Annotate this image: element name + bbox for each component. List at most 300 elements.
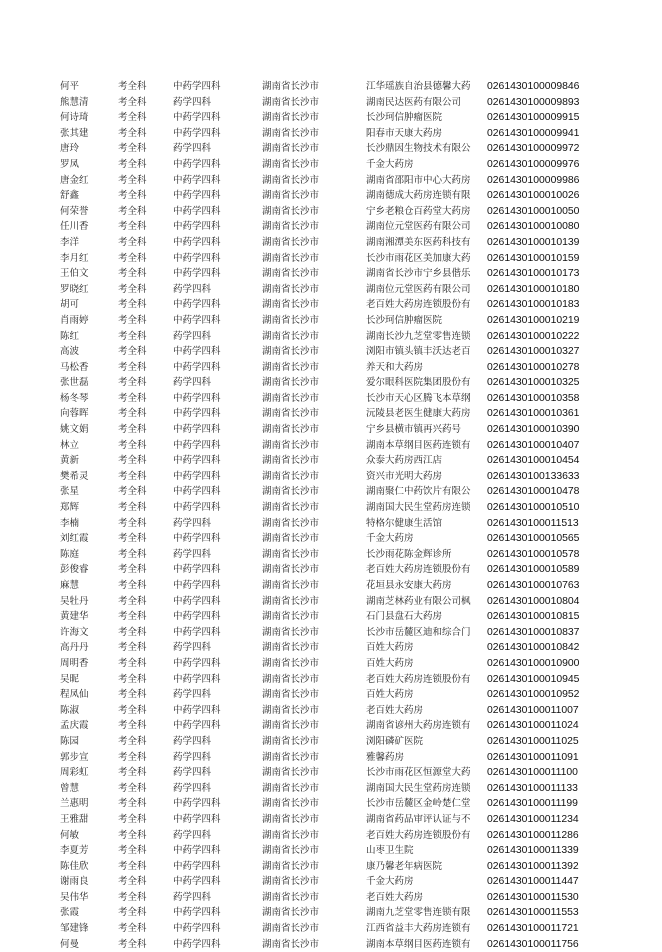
employer-cell: 湖南省长沙市宁乡县偕乐 [366,268,471,280]
id-number-cell: 0261430100010565 [487,533,580,545]
exam-type-cell: 考全科 [118,158,147,170]
table-row [60,391,590,407]
region-cell: 湖南省长沙市 [262,813,320,825]
subject-cell: 中药学四科 [173,205,221,217]
exam-type-cell: 考全科 [118,829,147,841]
subject-cell: 中药学四科 [173,174,221,186]
exam-type-cell: 考全科 [118,782,147,794]
subject-cell: 中药学四科 [173,502,221,514]
name-cell: 何曼 [60,938,80,950]
region-cell: 湖南省长沙市 [262,502,320,514]
id-number-cell: 0261430100010183 [487,299,580,311]
table-row [60,157,590,173]
id-number-cell: 0261430100010159 [487,252,580,264]
id-number-cell: 0261430100010578 [487,548,580,560]
subject-cell: 中药学四科 [173,346,221,358]
employer-cell: 百姓大药房 [366,689,414,701]
subject-cell: 中药学四科 [173,595,221,607]
employer-cell: 长沙鼎因生物技术有限公 [366,143,471,155]
name-cell: 陈淑 [60,704,80,716]
table-row [60,235,590,251]
employer-cell: 湖南省邵阳市中心大药房 [366,174,471,186]
exam-type-cell: 考全科 [118,486,147,498]
employer-cell: 沅陵县老医生健康大药房 [366,408,471,420]
id-number-cell: 0261430100011199 [487,798,578,810]
employer-cell: 浏阳市镇头镇丰沃达老百 [366,346,471,358]
exam-type-cell: 考全科 [118,580,147,591]
region-cell: 湖南省长沙市 [262,845,320,857]
id-number-cell: 0261430100010390 [487,424,580,436]
subject-cell: 药学四科 [173,330,212,342]
exam-type-cell: 考全科 [118,704,147,716]
id-number-cell: 0261430100011513 [487,517,579,529]
region-cell: 湖南省长沙市 [262,891,320,903]
region-cell: 湖南省长沙市 [262,673,320,685]
name-cell: 马松香 [60,361,89,373]
table-row [60,547,590,563]
exam-type-cell: 考全科 [118,502,147,514]
exam-type-cell: 考全科 [118,283,147,295]
employer-cell: 长沙市岳麓区金岭楚仁堂 [366,798,471,810]
exam-type-cell: 考全科 [118,564,147,576]
table-row [60,453,590,469]
region-cell: 湖南省长沙市 [262,704,320,716]
subject-cell: 中药学四科 [173,314,221,326]
region-cell: 湖南省长沙市 [262,611,320,623]
table-row [60,625,590,641]
name-cell: 兰惠明 [60,798,89,810]
table-row [60,937,590,952]
subject-cell: 药学四科 [173,143,212,155]
employer-cell: 湖南民达医药有限公司 [366,96,462,108]
table-row [60,594,590,610]
table-row [60,750,590,766]
region-cell: 湖南省长沙市 [262,938,320,950]
region-cell: 湖南省长沙市 [262,221,320,233]
exam-type-cell: 考全科 [118,127,147,139]
region-cell: 湖南省长沙市 [262,548,320,560]
region-cell: 湖南省长沙市 [262,580,320,591]
name-cell: 陈佳欣 [60,860,89,872]
employer-cell: 老百姓大药房 [366,891,424,903]
table-row [60,297,590,313]
table-row [60,687,590,703]
region-cell: 湖南省长沙市 [262,720,320,732]
region-cell: 湖南省长沙市 [262,392,320,404]
exam-type-cell: 考全科 [118,907,147,919]
name-cell: 唐玲 [60,143,80,155]
region-cell: 湖南省长沙市 [262,190,320,202]
subject-cell: 药学四科 [173,735,212,747]
subject-cell: 中药学四科 [173,408,221,420]
subject-cell: 药学四科 [173,751,212,763]
region-cell: 湖南省长沙市 [262,439,320,451]
id-number-cell: 0261430100011339 [487,845,579,857]
id-number-cell: 0261430100010589 [487,564,580,576]
id-number-cell: 0261430100011100 [487,767,578,779]
employer-cell: 湖南本草纲目医药连锁有 [366,938,471,950]
subject-cell: 药学四科 [173,96,212,108]
id-number-cell: 0261430100009846 [487,81,580,92]
exam-type-cell: 考全科 [118,190,147,202]
name-cell: 陈园 [60,735,80,747]
subject-cell: 药学四科 [173,283,212,295]
region-cell: 湖南省长沙市 [262,236,320,248]
name-cell: 程凤仙 [60,689,89,701]
region-cell: 湖南省长沙市 [262,689,320,701]
table-row [60,329,590,345]
region-cell: 湖南省长沙市 [262,424,320,436]
name-cell: 何诗琦 [60,112,89,124]
region-cell: 湖南省长沙市 [262,268,320,280]
id-number-cell: 0261430100011024 [487,720,579,732]
employer-cell: 湖南省谚州大药房连锁有 [366,720,471,732]
table-row [60,95,590,111]
region-cell: 湖南省长沙市 [262,377,320,389]
region-cell: 湖南省长沙市 [262,907,320,919]
name-cell: 向蓉晖 [60,408,89,420]
table-row [60,422,590,438]
region-cell: 湖南省长沙市 [262,158,320,170]
id-number-cell: 0261430100011530 [487,891,579,903]
region-cell: 湖南省长沙市 [262,798,320,810]
subject-cell: 中药学四科 [173,127,221,139]
region-cell: 湖南省长沙市 [262,626,320,638]
table-row [60,718,590,734]
subject-cell: 中药学四科 [173,486,221,498]
subject-cell: 中药学四科 [173,720,221,732]
table-row [60,703,590,719]
region-cell: 湖南省长沙市 [262,299,320,311]
subject-cell: 中药学四科 [173,533,221,545]
name-cell: 何敏 [60,829,80,841]
name-cell: 刘红霞 [60,533,89,545]
id-number-cell: 0261430100010180 [487,283,580,295]
subject-cell: 中药学四科 [173,81,221,92]
id-number-cell: 0261430100010278 [487,361,580,373]
id-number-cell: 0261430100010327 [487,346,580,358]
exam-type-cell: 考全科 [118,595,147,607]
exam-type-cell: 考全科 [118,455,147,467]
id-number-cell: 0261430100011392 [487,860,579,872]
table-row [60,204,590,220]
id-number-cell: 0261430100133633 [487,470,580,482]
employer-cell: 江西省益丰大药房连锁有 [366,923,471,935]
region-cell: 湖南省长沙市 [262,782,320,794]
table-row [60,531,590,547]
id-number-cell: 0261430100011133 [487,782,578,794]
employer-cell: 浏阳磷矿医院 [366,735,424,747]
name-cell: 陈红 [60,330,80,342]
name-cell: 熊慧清 [60,96,89,108]
name-cell: 李月红 [60,252,89,264]
subject-cell: 药学四科 [173,767,212,779]
name-cell: 黄新 [60,455,80,467]
id-number-cell: 0261430100010139 [487,236,580,248]
region-cell: 湖南省长沙市 [262,533,320,545]
table-row [60,79,590,95]
table-row [60,672,590,688]
name-cell: 郑辉 [60,502,80,514]
exam-type-cell: 考全科 [118,470,147,482]
subject-cell: 中药学四科 [173,190,221,202]
employer-cell: 众泰大药房西江店 [366,455,443,467]
exam-type-cell: 考全科 [118,392,147,404]
name-cell: 罗凤 [60,158,80,170]
region-cell: 湖南省长沙市 [262,283,320,295]
name-cell: 任川香 [60,221,89,233]
id-number-cell: 0261430100009893 [487,96,580,108]
region-cell: 湖南省长沙市 [262,735,320,747]
region-cell: 湖南省长沙市 [262,81,320,92]
subject-cell: 药学四科 [173,829,212,841]
id-number-cell: 0261430100011721 [487,923,579,935]
table-row [60,484,590,500]
exam-type-cell: 考全科 [118,845,147,857]
name-cell: 邹建锋 [60,923,89,935]
employer-cell: 湖南国大民生堂药房连锁 [366,502,471,514]
id-number-cell: 0261430100010080 [487,221,580,233]
subject-cell: 中药学四科 [173,424,221,436]
subject-cell: 中药学四科 [173,580,221,591]
region-cell: 湖南省长沙市 [262,205,320,217]
id-number-cell: 0261430100010804 [487,595,580,607]
table-row [60,516,590,532]
employer-cell: 长沙珂信肿瘤医院 [366,112,443,124]
table-row [60,921,590,937]
id-number-cell: 0261430100010026 [487,190,580,202]
name-cell: 周明香 [60,657,89,669]
table-row [60,188,590,204]
exam-type-cell: 考全科 [118,767,147,779]
region-cell: 湖南省长沙市 [262,96,320,108]
name-cell: 张霞 [60,907,80,919]
exam-type-cell: 考全科 [118,221,147,233]
name-cell: 胡可 [60,299,80,311]
employer-cell: 江华瑶族自治县德馨大药 [366,81,471,92]
id-number-cell: 0261430100010478 [487,486,580,498]
subject-cell: 中药学四科 [173,158,221,170]
id-number-cell: 0261430100011234 [487,813,579,825]
subject-cell: 中药学四科 [173,876,221,888]
subject-cell: 中药学四科 [173,798,221,810]
region-cell: 湖南省长沙市 [262,486,320,498]
subject-cell: 中药学四科 [173,236,221,248]
subject-cell: 中药学四科 [173,673,221,685]
exam-type-cell: 考全科 [118,751,147,763]
employer-cell: 百姓大药房 [366,642,414,654]
name-cell: 许海文 [60,626,89,638]
exam-type-cell: 考全科 [118,346,147,358]
id-number-cell: 0261430100009915 [487,112,580,124]
region-cell: 湖南省长沙市 [262,767,320,779]
id-number-cell: 0261430100010815 [487,611,580,623]
name-cell: 张世磊 [60,377,89,389]
employer-cell: 湖南位元堂医药有限公司 [366,283,471,295]
name-cell: 姚文娟 [60,424,89,436]
table-row [60,266,590,282]
employer-cell: 长沙雨花陈金辉诊所 [366,548,452,560]
name-cell: 周彩虹 [60,767,89,779]
exam-type-cell: 考全科 [118,860,147,872]
table-row [60,110,590,126]
employer-cell: 湖南芝林药业有限公司枫 [366,595,471,607]
region-cell: 湖南省长沙市 [262,564,320,576]
name-cell: 唐金红 [60,174,89,186]
subject-cell: 中药学四科 [173,611,221,623]
employer-cell: 千金大药房 [366,158,414,170]
region-cell: 湖南省长沙市 [262,252,320,264]
candidate-table [60,79,590,952]
exam-type-cell: 考全科 [118,626,147,638]
exam-type-cell: 考全科 [118,96,147,108]
name-cell: 林立 [60,439,80,451]
employer-cell: 长沙市岳麓区迪和综合门 [366,626,471,638]
exam-type-cell: 考全科 [118,174,147,186]
employer-cell: 湖南德成大药房连锁有限 [366,190,471,202]
table-row [60,734,590,750]
table-row [60,251,590,267]
employer-cell: 老百姓大药房连锁股份有 [366,564,471,576]
employer-cell: 湖南聚仁中药饮片有限公 [366,486,471,498]
id-number-cell: 0261430100011447 [487,876,579,888]
employer-cell: 湖南省药品审评认证与不 [366,813,471,825]
subject-cell: 中药学四科 [173,845,221,857]
employer-cell: 爱尔眼科医院集团股份有 [366,377,471,389]
name-cell: 吴昵 [60,673,80,685]
name-cell: 何荣誉 [60,205,89,217]
exam-type-cell: 考全科 [118,891,147,903]
exam-type-cell: 考全科 [118,81,147,92]
region-cell: 湖南省长沙市 [262,517,320,529]
region-cell: 湖南省长沙市 [262,923,320,935]
employer-cell: 老百姓大药房连锁股份有 [366,829,471,841]
exam-type-cell: 考全科 [118,642,147,654]
exam-type-cell: 考全科 [118,735,147,747]
employer-cell: 长沙市天心区腾飞本草纲 [366,392,471,404]
id-number-cell: 0261430100011025 [487,735,579,747]
exam-type-cell: 考全科 [118,517,147,529]
name-cell: 高丹丹 [60,642,89,654]
table-row [60,500,590,516]
subject-cell: 中药学四科 [173,252,221,264]
id-number-cell: 0261430100011756 [487,938,579,950]
name-cell: 李洋 [60,236,80,248]
region-cell: 湖南省长沙市 [262,314,320,326]
exam-type-cell: 考全科 [118,611,147,623]
exam-type-cell: 考全科 [118,314,147,326]
exam-type-cell: 考全科 [118,673,147,685]
employer-cell: 百姓大药房 [366,657,414,669]
id-number-cell: 0261430100010222 [487,330,580,342]
name-cell: 曾慧 [60,782,80,794]
subject-cell: 中药学四科 [173,938,221,950]
exam-type-cell: 考全科 [118,720,147,732]
id-number-cell: 0261430100009976 [487,158,580,170]
subject-cell: 中药学四科 [173,439,221,451]
subject-cell: 药学四科 [173,642,212,654]
table-row [60,843,590,859]
table-row [60,173,590,189]
table-row [60,781,590,797]
subject-cell: 中药学四科 [173,907,221,919]
table-row [60,828,590,844]
subject-cell: 中药学四科 [173,813,221,825]
id-number-cell: 0261430100010510 [487,502,580,514]
subject-cell: 中药学四科 [173,704,221,716]
exam-type-cell: 考全科 [118,143,147,155]
table-row [60,141,590,157]
id-number-cell: 0261430100010407 [487,439,580,451]
subject-cell: 中药学四科 [173,221,221,233]
employer-cell: 老百姓大药房连锁股份有 [366,299,471,311]
exam-type-cell: 考全科 [118,938,147,950]
employer-cell: 湖南长沙九芝堂零售连锁 [366,330,471,342]
region-cell: 湖南省长沙市 [262,143,320,155]
name-cell: 肖雨婷 [60,314,89,326]
id-number-cell: 0261430100011286 [487,829,579,841]
employer-cell: 湖南本草纲目医药连锁有 [366,439,471,451]
employer-cell: 湖南位元堂医药有限公司 [366,221,471,233]
subject-cell: 中药学四科 [173,470,221,482]
subject-cell: 中药学四科 [173,299,221,311]
table-row [60,313,590,329]
region-cell: 湖南省长沙市 [262,455,320,467]
table-row [60,905,590,921]
table-row [60,859,590,875]
exam-type-cell: 考全科 [118,361,147,373]
subject-cell: 中药学四科 [173,361,221,373]
id-number-cell: 0261430100010454 [487,455,580,467]
table-row [60,765,590,781]
name-cell: 彭俊睿 [60,564,89,576]
employer-cell: 花垣县永安康大药房 [366,580,452,591]
id-number-cell: 0261430100011007 [487,704,579,716]
subject-cell: 中药学四科 [173,657,221,669]
name-cell: 陈庭 [60,548,80,560]
name-cell: 吴伟华 [60,891,89,903]
name-cell: 李夏芳 [60,845,89,857]
exam-type-cell: 考全科 [118,424,147,436]
region-cell: 湖南省长沙市 [262,330,320,342]
employer-cell: 长沙市雨花区美加康大药 [366,252,471,264]
employer-cell: 宁乡县横市镇再兴药号 [366,424,462,436]
id-number-cell: 0261430100009941 [487,127,580,139]
id-number-cell: 0261430100010358 [487,392,580,404]
employer-cell: 湖南九芝堂零售连锁有限 [366,907,471,919]
exam-type-cell: 考全科 [118,657,147,669]
region-cell: 湖南省长沙市 [262,860,320,872]
employer-cell: 湖南国大民生堂药房连锁 [366,782,471,794]
employer-cell: 雅馨药房 [366,751,405,763]
region-cell: 湖南省长沙市 [262,112,320,124]
employer-cell: 资兴市光明大药房 [366,470,443,482]
id-number-cell: 0261430100010842 [487,642,580,654]
name-cell: 孟庆霞 [60,720,89,732]
id-number-cell: 0261430100010361 [487,408,580,420]
id-number-cell: 0261430100009972 [487,143,580,155]
table-row [60,375,590,391]
region-cell: 湖南省长沙市 [262,346,320,358]
region-cell: 湖南省长沙市 [262,642,320,654]
exam-type-cell: 考全科 [118,330,147,342]
table-row [60,469,590,485]
name-cell: 麻慧 [60,580,80,591]
table-row [60,126,590,142]
id-number-cell: 0261430100010900 [487,657,580,669]
id-number-cell: 0261430100010050 [487,205,580,217]
employer-cell: 千金大药房 [366,533,414,545]
